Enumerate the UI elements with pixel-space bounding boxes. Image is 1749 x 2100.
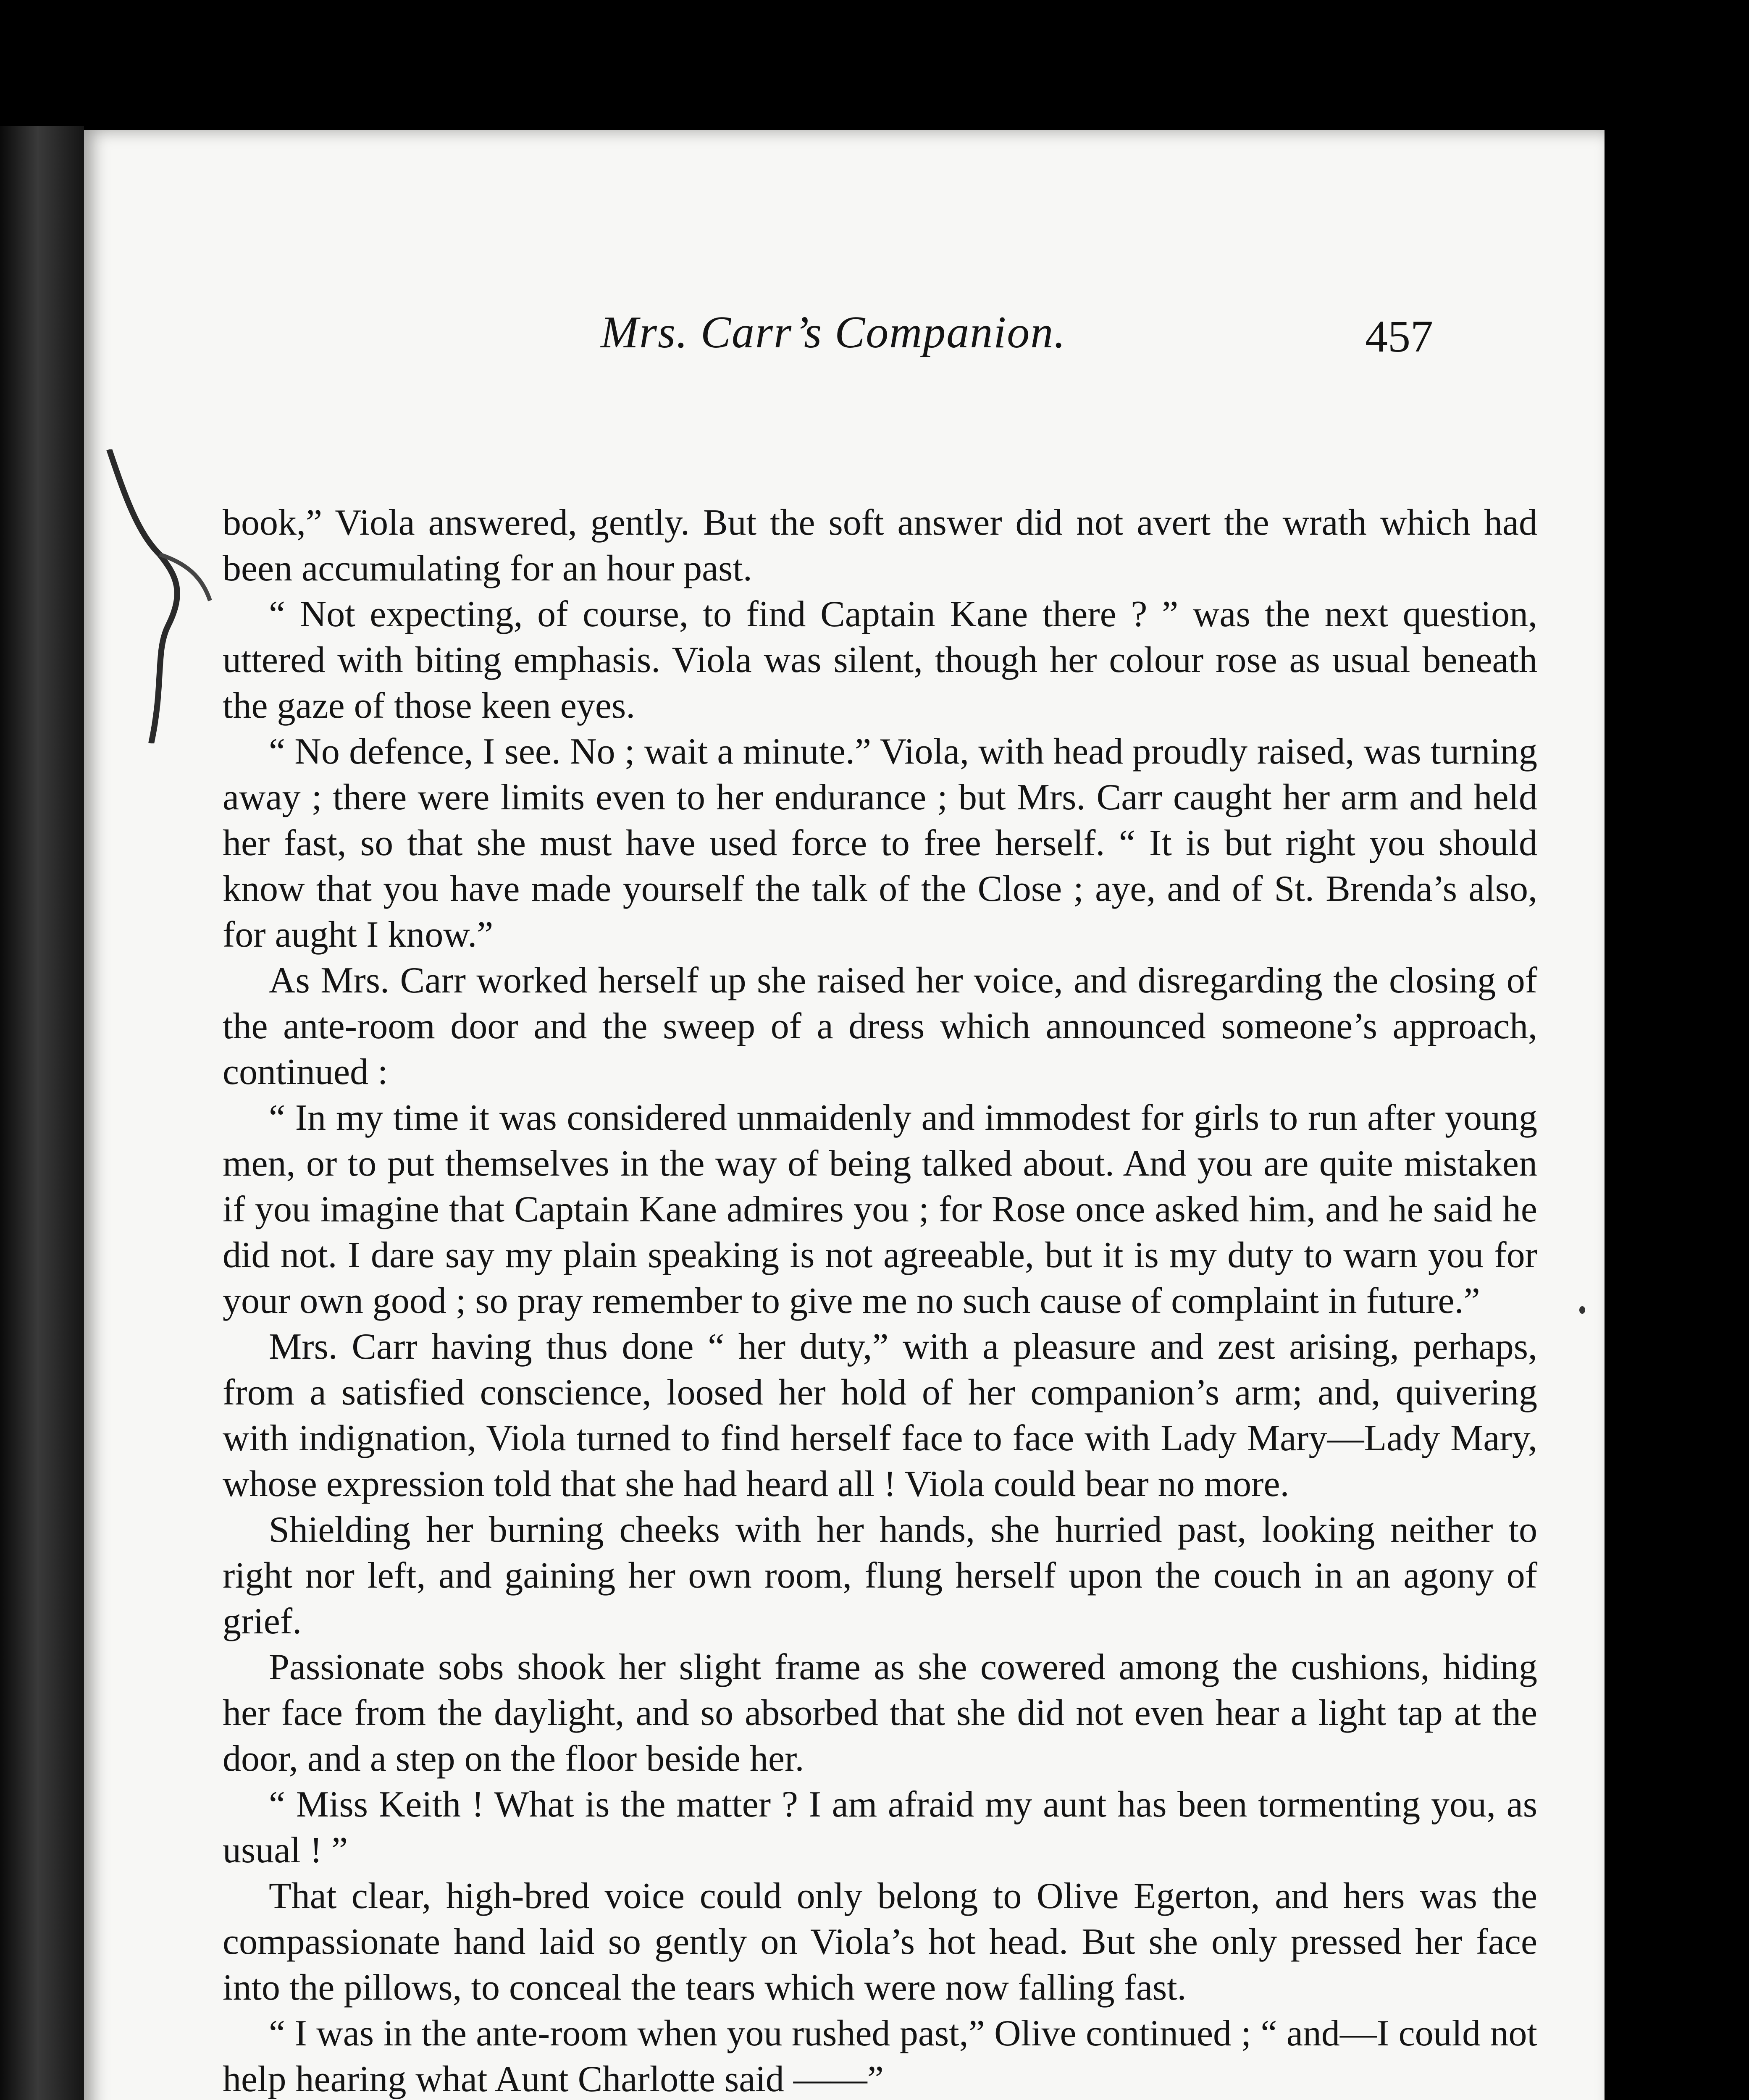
paragraph: “ In my time it was considered unmaidenly and immodest for girls to run after young men, or to put themselves in the way of being talked about. And you are quite mistaken if you imagine that Captain Kane admires you ; for Rose once asked him, and he said he did not. I dare say my plain speaking is not agreeable, but it is my duty to warn you for your own good ; so pray remember to give me no such cause of complaint in future.” bbox=[223, 1097, 1537, 1321]
running-header bbox=[84, 307, 1605, 374]
paragraph: That clear, high-bred voice could only belong to Olive Egerton, and hers was the compassionate hand laid so gently on Viola’s hot head. But she only pressed her face into the pillows, to conceal the tears which were now falling fast. bbox=[223, 1876, 1537, 2008]
paragraph: book,” Viola answered, gently. But the soft answer did not avert the wrath which had been accumulating for an hour past. bbox=[223, 502, 1537, 589]
paragraph: “ Miss Keith ! What is the matter ? I am afraid my aunt has been tormenting you, as usual ! ” bbox=[223, 1784, 1537, 1871]
paragraph: Shielding her burning cheeks with her hands, she hurried past, looking neither to right nor left, and gaining her own room, flung herself upon the couch in an agony of grief. bbox=[223, 1509, 1537, 1642]
book-page bbox=[84, 130, 1605, 2100]
paragraph: Mrs. Carr having thus done “ her duty,” with a pleasure and zest arising, perhaps, from a satisfied conscience, loosed her hold of her companion’s arm; and, quivering with indignation, Viola turned to find herself face to face with Lady Mary—Lady Mary, whose expression told that she had heard all ! Viola could bear no more. bbox=[223, 1326, 1537, 1504]
paragraph: As Mrs. Carr worked herself up she raised her voice, and disregarding the closing of the ante-room door and the sweep of a dress which announced someone’s approach, continued : bbox=[223, 960, 1537, 1092]
running-title: Mrs. Carr’s Companion. bbox=[601, 307, 1066, 357]
body-text bbox=[223, 500, 1537, 2100]
book-spine-shadow bbox=[0, 126, 84, 2100]
paper-speck bbox=[1579, 1306, 1585, 1314]
bookmark-thread-icon bbox=[101, 449, 227, 743]
paragraph: “ No defence, I see. No ; wait a minute.” Viola, with head proudly raised, was turning away ; there were limits even to her endurance ; but Mrs. Carr caught her arm and held her fast, so that she must have used force to free herself. “ It is but right you should know that you have made yourself the talk of the Close ; aye, and of St. Brenda’s also, for aught I know.” bbox=[223, 731, 1537, 955]
page-number: 457 bbox=[1365, 312, 1433, 362]
paragraph: Passionate sobs shook her slight frame as she cowered among the cushions, hiding her face from the daylight, and so absorbed that she did not even hear a light tap at the door, and a step on the floor beside her. bbox=[223, 1647, 1537, 1779]
paragraph: “ I was in the ante-room when you rushed past,” Olive continued ; “ and—I could not help hearing what Aunt Charlotte said ——” bbox=[223, 2013, 1537, 2100]
paragraph: “ Not expecting, of course, to find Captain Kane there ? ” was the next question, uttered with biting emphasis. Viola was silent, though her colour rose as usual beneath the gaze of those keen eyes. bbox=[223, 594, 1537, 726]
